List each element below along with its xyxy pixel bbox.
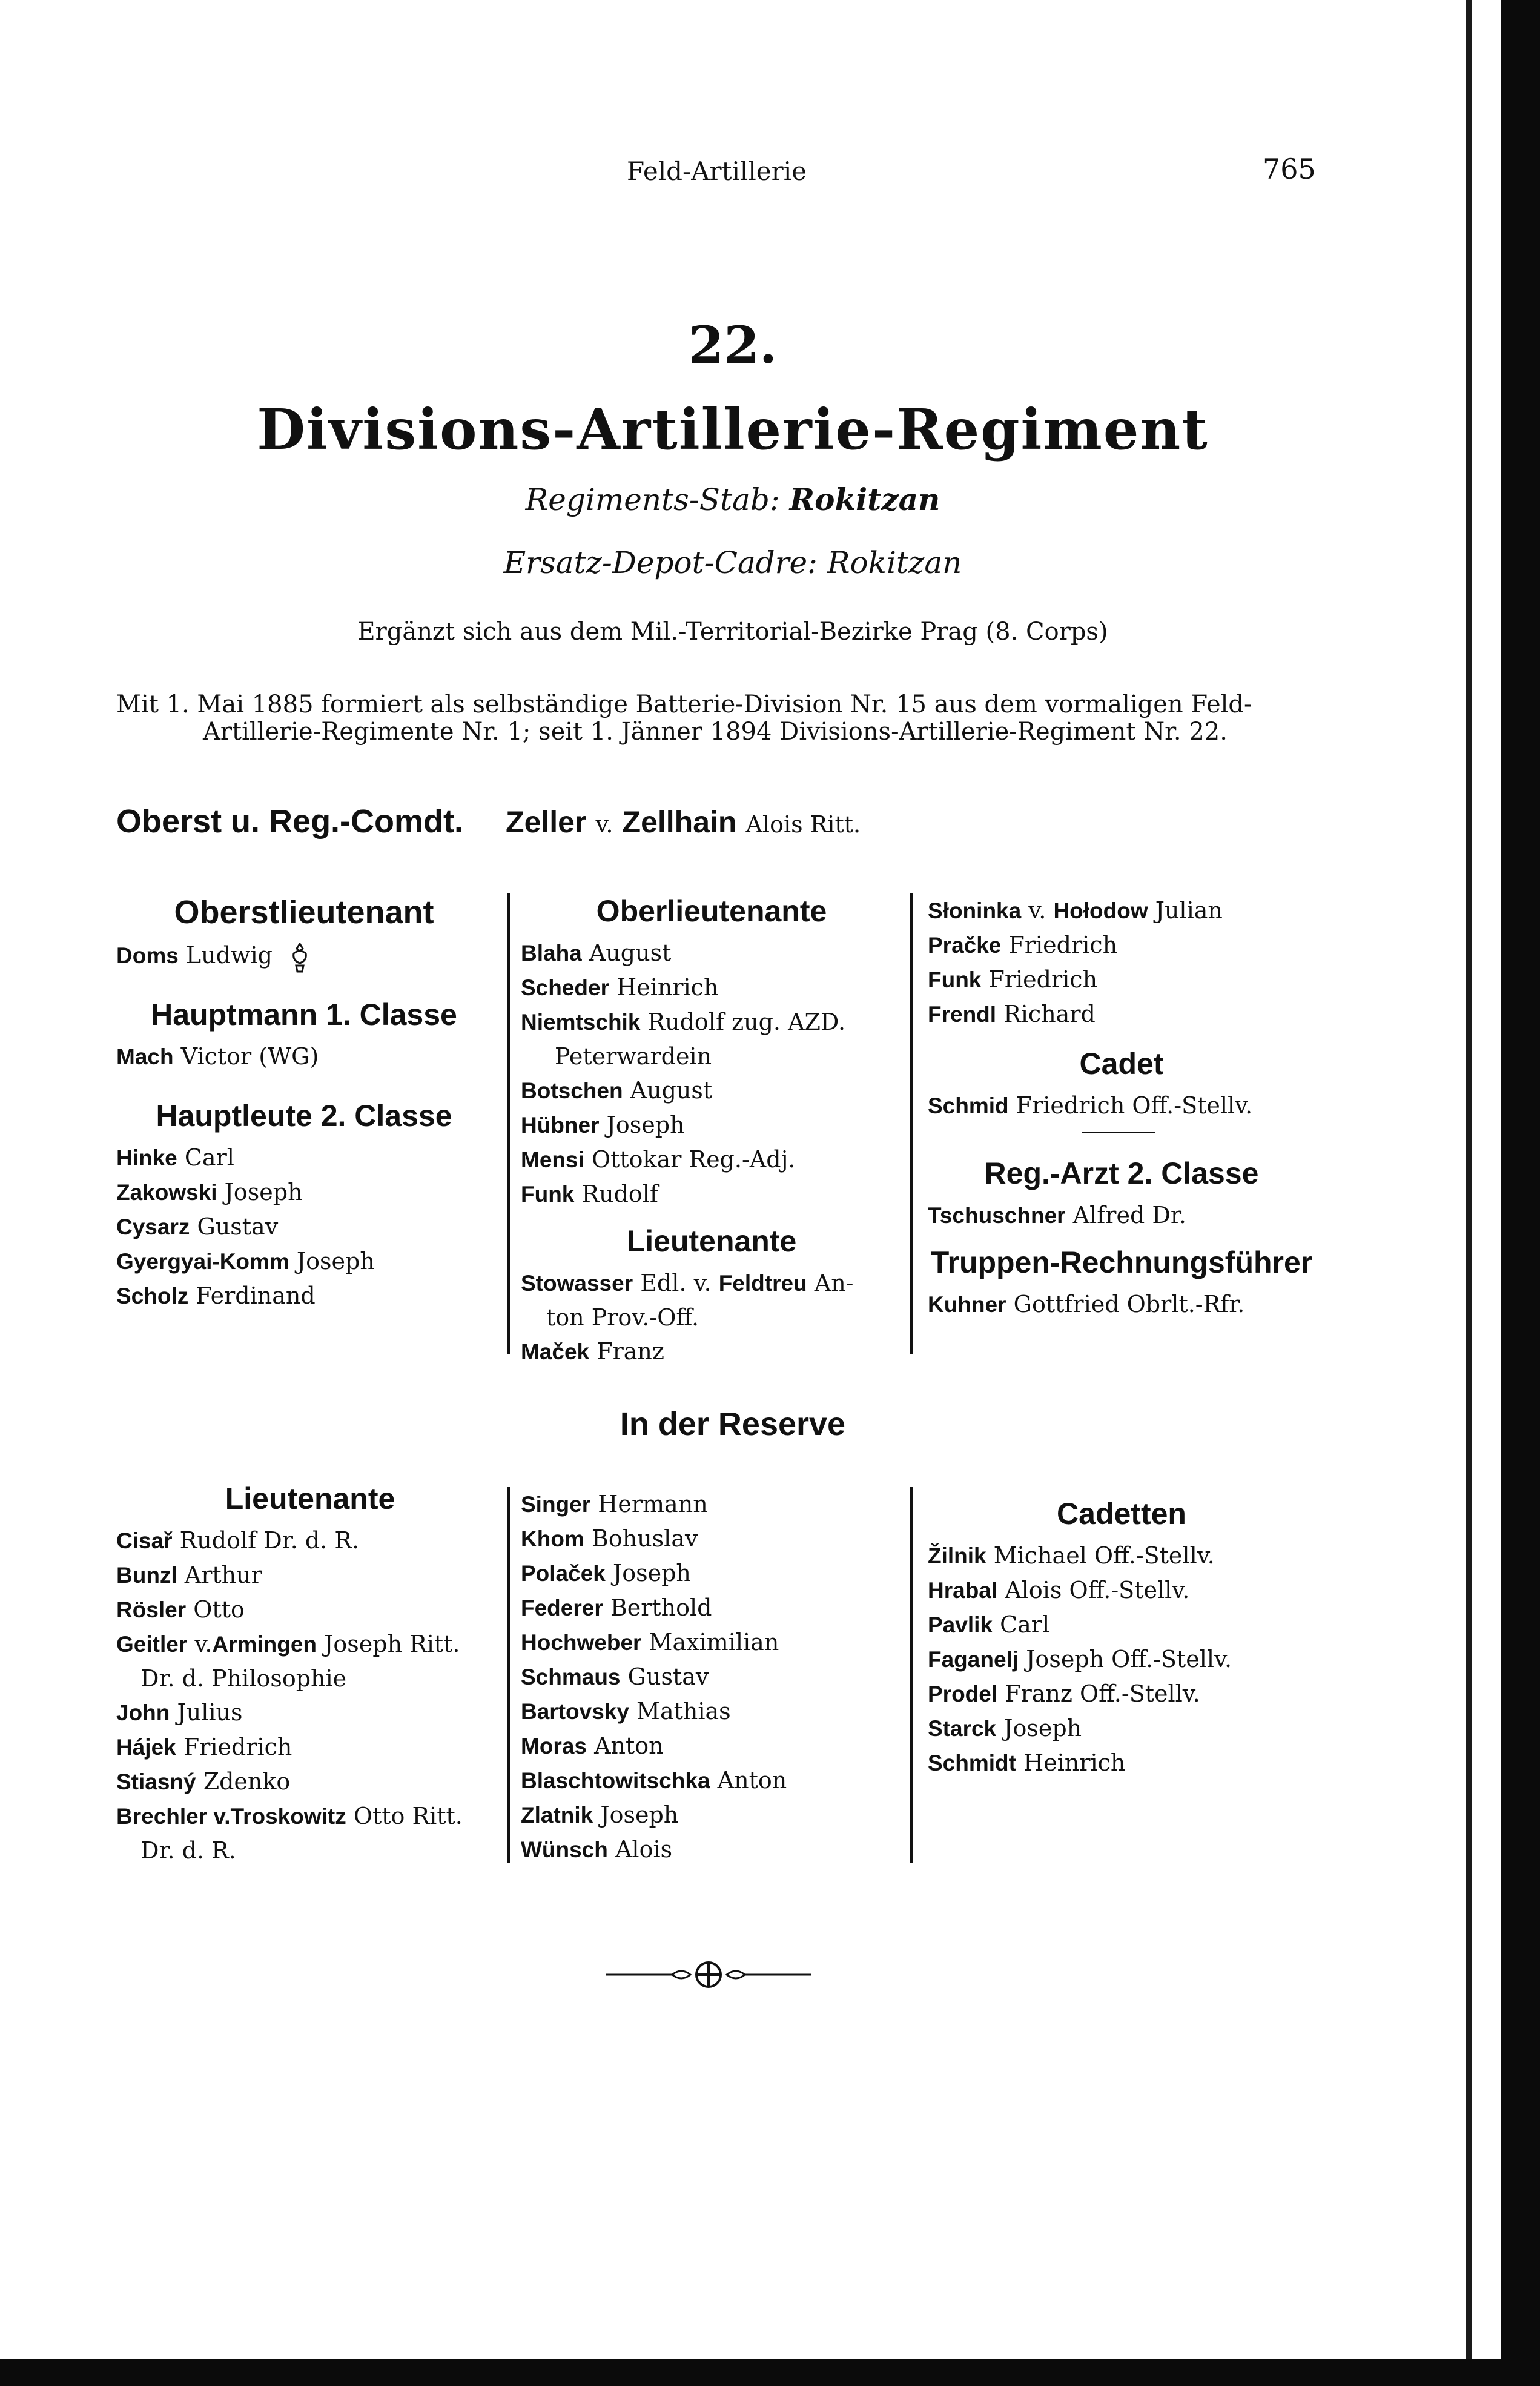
entry-name: Blaschtowitschka bbox=[521, 1768, 710, 1793]
entry-rest: Otto Ritt. bbox=[353, 1803, 463, 1829]
entry-name: Hrabal bbox=[928, 1578, 998, 1603]
heading-oberstlieutenant: Oberstlieutenant bbox=[174, 894, 434, 930]
reserve-column-1 bbox=[116, 1481, 504, 1867]
entry-name: Geitler bbox=[116, 1632, 188, 1657]
list-item bbox=[521, 936, 902, 970]
list-item bbox=[521, 1142, 902, 1177]
list-item bbox=[521, 1591, 902, 1625]
entry-rest: Joseph bbox=[1003, 1715, 1082, 1741]
reserve-column-rule-1 bbox=[507, 1487, 510, 1863]
entry-name: Mach bbox=[116, 1044, 174, 1069]
entry-name: Schmid bbox=[928, 1093, 1009, 1118]
entry-rest: Heinrich bbox=[616, 974, 719, 1001]
short-rule bbox=[1082, 1132, 1155, 1133]
entry-name: Hochweber bbox=[521, 1630, 642, 1655]
entry-name: Mensi bbox=[521, 1147, 584, 1172]
heading-truppen-rechnungsfuehrer: Truppen-Rechnungsführer bbox=[930, 1245, 1313, 1279]
list-item bbox=[116, 1175, 492, 1210]
entry-rest: Joseph bbox=[612, 1560, 691, 1586]
entry-name: Funk bbox=[521, 1182, 575, 1207]
entry-rest: Anton bbox=[594, 1732, 664, 1759]
list-item bbox=[116, 1244, 492, 1279]
list-item-continuation bbox=[521, 1301, 902, 1334]
list-item bbox=[521, 1556, 902, 1591]
entry-name: Prodel bbox=[928, 1682, 998, 1706]
depot-place: Rokitzan bbox=[827, 545, 962, 580]
entry-name: Bartovsky bbox=[521, 1699, 629, 1724]
entry-continuation: Peterwardein bbox=[555, 1043, 712, 1070]
regiment-title: Divisions-Artillerie-Regiment bbox=[257, 397, 1209, 462]
list-item bbox=[928, 963, 1315, 997]
list-item bbox=[521, 1005, 902, 1039]
heading-lieutenante: Lieutenante bbox=[626, 1224, 797, 1258]
list-item bbox=[928, 893, 1315, 928]
entry-rest: Friedrich bbox=[183, 1734, 292, 1760]
entry-rest: Hermann bbox=[598, 1491, 708, 1517]
entry-name-2: Feldtreu bbox=[718, 1271, 807, 1296]
entry-rest: Zdenko bbox=[203, 1768, 291, 1795]
staff-place: Rokitzan bbox=[789, 482, 940, 517]
list-item bbox=[521, 970, 902, 1005]
entry-continuation: Dr. d. R. bbox=[140, 1837, 236, 1864]
entry-rest-2: An- bbox=[814, 1270, 854, 1296]
list-item bbox=[928, 1539, 1315, 1573]
order-decoration-icon bbox=[291, 943, 309, 973]
entry-name: Stowasser bbox=[521, 1271, 633, 1296]
entry-particle: v. bbox=[1028, 897, 1046, 924]
entry-name: Pavlik bbox=[928, 1612, 993, 1637]
list-item bbox=[116, 1695, 504, 1730]
entry-name: Scheder bbox=[521, 975, 610, 1000]
column-2 bbox=[521, 893, 902, 1369]
list-item bbox=[521, 1832, 902, 1867]
entry-rest: Rudolf bbox=[581, 1181, 658, 1207]
entry-rest: Alois bbox=[615, 1836, 673, 1863]
list-item bbox=[928, 928, 1315, 963]
entry-rest: Gustav bbox=[197, 1213, 279, 1240]
list-item bbox=[521, 1522, 902, 1556]
entry-name: Brechler v.Troskowitz bbox=[116, 1804, 346, 1829]
list-item bbox=[116, 1558, 504, 1592]
page-edge bbox=[1466, 0, 1472, 2386]
history-line-2: Artillerie-Regimente Nr. 1; seit 1. Jänner 1894 Divisions-Artillerie-Regiment Nr. 22. bbox=[203, 718, 1228, 746]
column-rule-2 bbox=[910, 893, 913, 1354]
scan-border-bottom bbox=[0, 2359, 1540, 2386]
depot-line bbox=[0, 545, 1466, 580]
entry-rest: Joseph bbox=[224, 1179, 303, 1205]
running-head: Feld-Artillerie bbox=[627, 156, 807, 186]
list-item bbox=[521, 1177, 902, 1211]
list-item-continuation bbox=[116, 1834, 504, 1867]
heading-cadetten: Cadetten bbox=[1057, 1497, 1186, 1531]
list-item bbox=[521, 1625, 902, 1660]
entry-rest: Alfred Dr. bbox=[1072, 1202, 1186, 1228]
page-number: 765 bbox=[1263, 153, 1316, 185]
entry-name: Hinke bbox=[116, 1145, 177, 1170]
entry-rest: Franz bbox=[597, 1338, 664, 1365]
entry-name: Botschen bbox=[521, 1078, 623, 1103]
list-item bbox=[521, 1763, 902, 1798]
reserve-column-2 bbox=[521, 1487, 902, 1867]
entry-name: Wünsch bbox=[521, 1837, 608, 1862]
entry-name: Gyergyai-Komm bbox=[116, 1249, 289, 1274]
entry-name: Moras bbox=[521, 1734, 587, 1758]
entry-rest: Ottokar Reg.-Adj. bbox=[591, 1146, 796, 1173]
list-item bbox=[928, 1089, 1315, 1123]
entry-continuation: Dr. d. Philosophie bbox=[140, 1665, 347, 1692]
entry-rest: Arthur bbox=[184, 1562, 262, 1588]
entry-rest: Joseph bbox=[296, 1248, 375, 1274]
entry-rest: Joseph Off.-Stellv. bbox=[1026, 1646, 1232, 1672]
entry-name: Stiasný bbox=[116, 1769, 196, 1794]
entry-name: Žilnik bbox=[928, 1543, 986, 1568]
heading-reserve-lieutenante: Lieutenante bbox=[225, 1482, 395, 1516]
entry-name: Faganelj bbox=[928, 1647, 1019, 1672]
list-item bbox=[521, 1334, 902, 1369]
commander-name-2: Zellhain bbox=[622, 805, 737, 839]
entry-rest: Joseph Ritt. bbox=[324, 1631, 460, 1657]
entry-rest: Ludwig bbox=[185, 942, 273, 969]
entry-rest: Joseph bbox=[600, 1801, 679, 1828]
entry-name: Niemtschik bbox=[521, 1010, 641, 1035]
scan-border-right bbox=[1501, 0, 1540, 2386]
entry-name: Singer bbox=[521, 1492, 591, 1517]
entry-rest: Alois Off.-Stellv. bbox=[1005, 1577, 1190, 1603]
reserve-heading: In der Reserve bbox=[620, 1406, 846, 1442]
list-item bbox=[116, 1141, 492, 1175]
entry-rest: Julius bbox=[177, 1699, 243, 1726]
entry-name: Funk bbox=[928, 967, 982, 992]
entry-name: Hübner bbox=[521, 1113, 600, 1138]
entry-particle: v. bbox=[194, 1631, 213, 1657]
list-item bbox=[521, 1660, 902, 1694]
entry-name: Khom bbox=[521, 1526, 584, 1551]
column-3 bbox=[928, 893, 1315, 1322]
entry-rest: Victor (WG) bbox=[180, 1043, 319, 1070]
list-item bbox=[116, 1730, 504, 1765]
reserve-column-3 bbox=[928, 1496, 1315, 1780]
staff-line bbox=[0, 482, 1466, 517]
commander-given: Alois Ritt. bbox=[745, 811, 861, 838]
list-item bbox=[116, 1799, 504, 1834]
list-item bbox=[521, 1694, 902, 1729]
entry-rest: August bbox=[589, 939, 672, 966]
entry-name: Schmidt bbox=[928, 1751, 1016, 1775]
list-item bbox=[116, 1627, 504, 1662]
list-item-continuation bbox=[116, 1662, 504, 1695]
entry-rest: Carl bbox=[184, 1144, 234, 1171]
list-item bbox=[928, 1711, 1315, 1746]
reserve-column-rule-2 bbox=[910, 1487, 913, 1863]
entry-rest: Carl bbox=[1000, 1611, 1050, 1638]
entry-continuation: ton Prov.-Off. bbox=[546, 1304, 699, 1331]
commander-rank: Oberst u. Reg.-Comdt. bbox=[116, 803, 464, 840]
list-item bbox=[521, 1108, 902, 1142]
list-item bbox=[521, 1798, 902, 1832]
entry-name: Rösler bbox=[116, 1597, 187, 1622]
entry-rest: Joseph bbox=[606, 1112, 685, 1138]
entry-rest: Heinrich bbox=[1023, 1749, 1126, 1776]
entry-rest: Friedrich bbox=[988, 966, 1098, 993]
entry-rest: Rudolf zug. AZD. bbox=[647, 1009, 846, 1035]
entry-name: John bbox=[116, 1700, 170, 1725]
heading-hauptmann-1: Hauptmann 1. Classe bbox=[151, 998, 457, 1032]
depot-label: Ersatz-Depot-Cadre: bbox=[503, 545, 818, 580]
regiment-number: 22. bbox=[688, 315, 778, 375]
entry-name: Zakowski bbox=[116, 1180, 217, 1205]
commander-name: Zeller bbox=[506, 805, 587, 839]
list-item bbox=[928, 1198, 1315, 1233]
commander-particle: v. bbox=[595, 811, 613, 838]
recruitment-line: Ergänzt sich aus dem Mil.-Territorial-Bezirke Prag (8. Corps) bbox=[357, 618, 1108, 646]
entry-rest: Friedrich Off.-Stellv. bbox=[1016, 1092, 1253, 1119]
heading-cadet: Cadet bbox=[1079, 1047, 1164, 1081]
entry-name: Kuhner bbox=[928, 1292, 1006, 1317]
entry-rest: Anton bbox=[717, 1767, 787, 1794]
entry-name: Scholz bbox=[116, 1284, 189, 1308]
heading-reg-arzt: Reg.-Arzt 2. Classe bbox=[984, 1156, 1259, 1190]
entry-rest: Michael Off.-Stellv. bbox=[993, 1542, 1215, 1569]
entry-name: Schmaus bbox=[521, 1665, 621, 1689]
list-item bbox=[521, 1729, 902, 1763]
entry-name: Cysarz bbox=[116, 1215, 190, 1239]
entry-rest: Franz Off.-Stellv. bbox=[1005, 1680, 1200, 1707]
list-item bbox=[928, 1677, 1315, 1711]
list-item bbox=[928, 1573, 1315, 1608]
entry-rest: Julian bbox=[1155, 897, 1223, 924]
list-item bbox=[116, 938, 492, 973]
column-rule-1 bbox=[507, 893, 510, 1354]
entry-name: Tschuschner bbox=[928, 1203, 1066, 1228]
end-ornament-icon bbox=[606, 1957, 811, 1993]
staff-label: Regiments-Stab: bbox=[525, 482, 780, 517]
entry-rest: Richard bbox=[1003, 1001, 1096, 1027]
entry-rest: Berthold bbox=[610, 1594, 712, 1621]
list-item bbox=[116, 1210, 492, 1244]
list-item-continuation bbox=[521, 1039, 902, 1073]
entry-name: Bunzl bbox=[116, 1563, 177, 1588]
entry-name: Federer bbox=[521, 1596, 603, 1620]
entry-rest: Mathias bbox=[636, 1698, 731, 1725]
list-item bbox=[116, 1039, 492, 1074]
entry-name: Blaha bbox=[521, 941, 582, 966]
entry-rest: Maximilian bbox=[649, 1629, 779, 1655]
entry-name: Doms bbox=[116, 943, 179, 968]
entry-name-2: Armingen bbox=[212, 1632, 317, 1657]
entry-rest: Ferdinand bbox=[196, 1282, 316, 1309]
list-item bbox=[928, 1287, 1315, 1322]
list-item bbox=[521, 1266, 902, 1301]
list-item bbox=[116, 1592, 504, 1627]
list-item bbox=[928, 1642, 1315, 1677]
entry-name: Cisař bbox=[116, 1528, 173, 1553]
list-item bbox=[928, 1608, 1315, 1642]
entry-rest: Friedrich bbox=[1008, 932, 1118, 958]
short-rule-row bbox=[928, 1123, 1315, 1144]
entry-name: Pračke bbox=[928, 933, 1002, 958]
list-item bbox=[521, 1073, 902, 1108]
list-item bbox=[116, 1279, 492, 1313]
column-1 bbox=[116, 893, 492, 1313]
history-line-1: Mit 1. Mai 1885 formiert als selbständige Batterie-Division Nr. 15 aus dem vormaligen Feld- bbox=[116, 691, 1252, 718]
heading-hauptleute-2: Hauptleute 2. Classe bbox=[156, 1099, 452, 1133]
list-item bbox=[116, 1523, 504, 1558]
commander-line bbox=[116, 803, 861, 840]
list-item bbox=[116, 1765, 504, 1799]
entry-name: Hájek bbox=[116, 1735, 176, 1760]
entry-name: Starck bbox=[928, 1716, 997, 1741]
entry-rest: Rudolf Dr. d. R. bbox=[179, 1527, 360, 1554]
entry-name: Słoninka bbox=[928, 898, 1022, 923]
list-item bbox=[928, 997, 1315, 1032]
entry-rest: Gustav bbox=[627, 1663, 709, 1690]
entry-name: Frendl bbox=[928, 1002, 997, 1027]
entry-name: Maček bbox=[521, 1339, 590, 1364]
entry-name: Polaček bbox=[521, 1561, 606, 1586]
entry-rest: Otto bbox=[193, 1596, 245, 1623]
entry-rest: Edl. v. bbox=[640, 1270, 712, 1296]
entry-rest: August bbox=[630, 1077, 713, 1104]
entry-name-2: Hołodow bbox=[1053, 898, 1148, 923]
list-item bbox=[928, 1746, 1315, 1780]
entry-name: Zlatnik bbox=[521, 1803, 593, 1828]
heading-oberlieutenante: Oberlieutenante bbox=[596, 894, 827, 928]
list-item bbox=[521, 1487, 902, 1522]
entry-rest: Gottfried Obrlt.-Rfr. bbox=[1013, 1291, 1245, 1317]
entry-rest: Bohuslav bbox=[591, 1525, 698, 1552]
